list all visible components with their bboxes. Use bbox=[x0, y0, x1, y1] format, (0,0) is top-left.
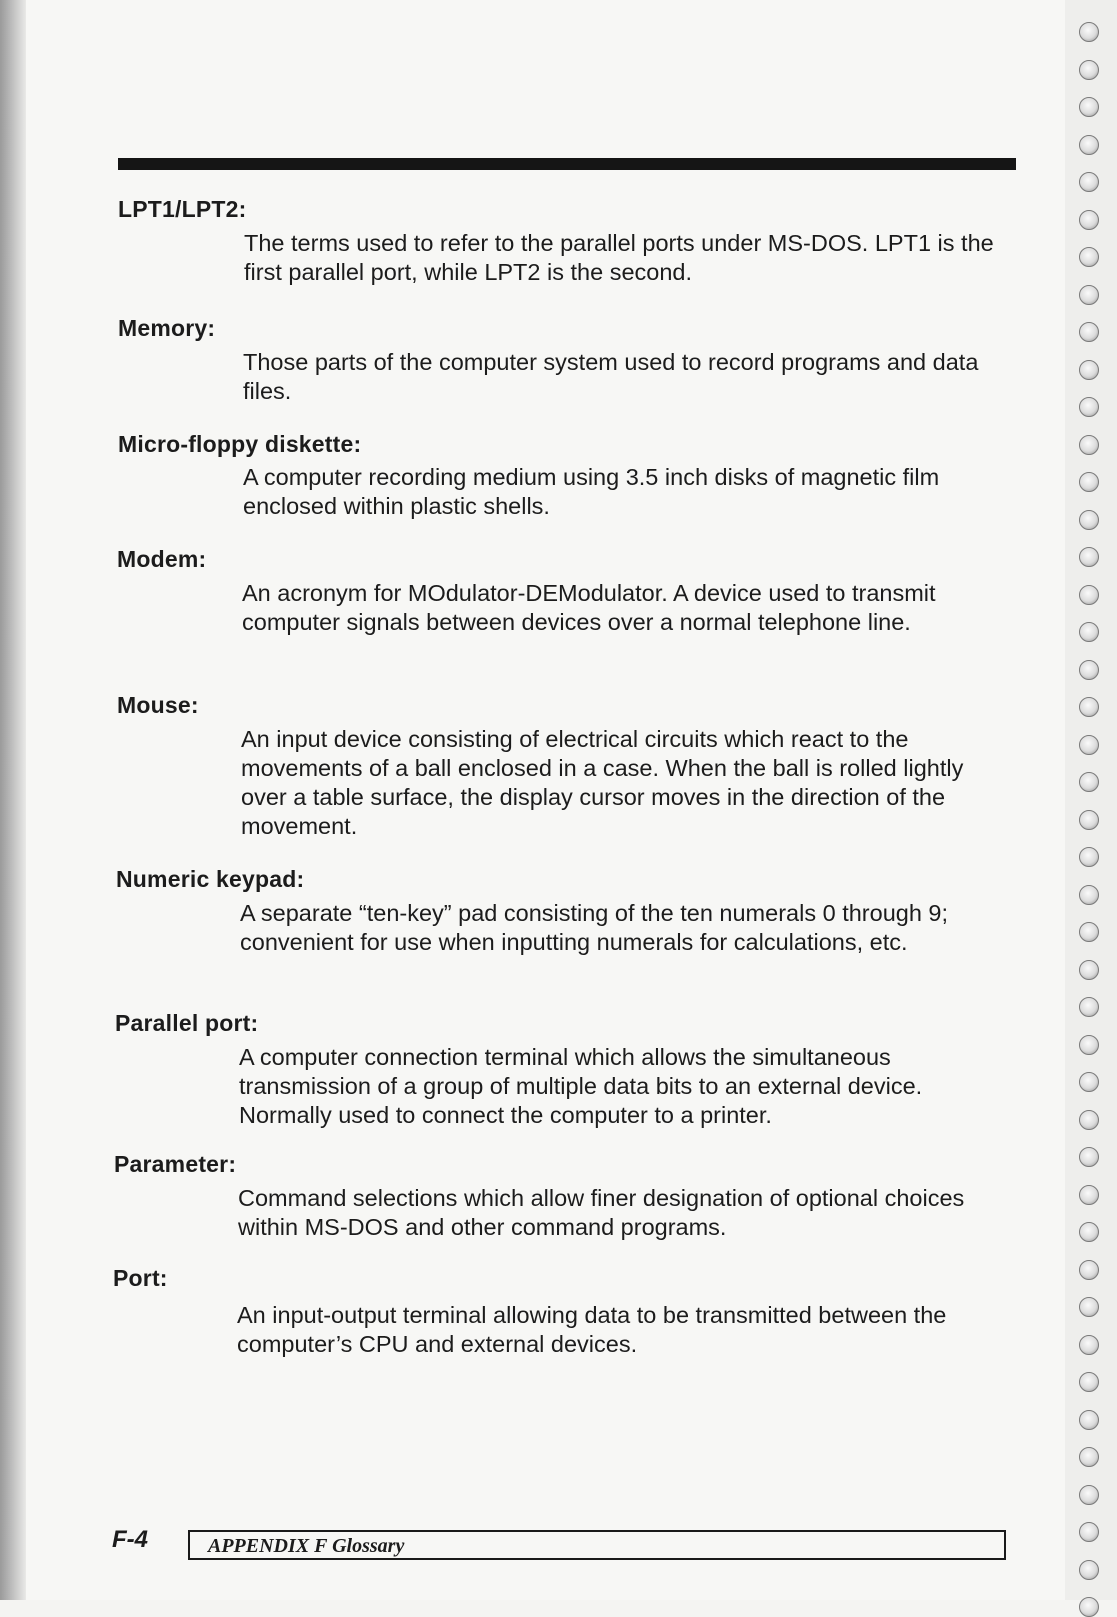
binding-ring bbox=[1079, 60, 1099, 80]
page-edge-shadow bbox=[0, 0, 26, 1600]
binding-ring bbox=[1079, 885, 1099, 905]
glossary-definition: An input-output terminal allowing data to be transmitted between the computer’s CPU and external devices. bbox=[237, 1302, 947, 1357]
glossary-term: Mouse: bbox=[117, 692, 199, 718]
binding-ring bbox=[1079, 1222, 1099, 1242]
binding-ring bbox=[1079, 510, 1099, 530]
binding-ring bbox=[1079, 922, 1099, 942]
binding-ring bbox=[1079, 172, 1099, 192]
binding-ring bbox=[1079, 247, 1099, 267]
binding-ring bbox=[1079, 1147, 1099, 1167]
binding-ring bbox=[1079, 547, 1099, 567]
binding-ring bbox=[1079, 660, 1099, 680]
binding-ring bbox=[1079, 397, 1099, 417]
binding-ring bbox=[1079, 1410, 1099, 1430]
binding-ring bbox=[1079, 1522, 1099, 1542]
binding-ring bbox=[1079, 360, 1099, 380]
glossary-definition: A computer connection terminal which allows the simultaneous transmission of a group of multiple data bits to an external device. Normally used to connect the computer to a printer. bbox=[239, 1044, 923, 1128]
glossary-definition: An acronym for MOdulator-DEModulator. A device used to transmit computer signals between devices over a normal telephone line. bbox=[242, 580, 936, 635]
binding-ring bbox=[1079, 135, 1099, 155]
binding-ring bbox=[1079, 285, 1099, 305]
glossary-definition: A computer recording medium using 3.5 inch disks of magnetic film enclosed within plastic shells. bbox=[243, 464, 940, 519]
header-rule bbox=[118, 158, 1016, 170]
binding-ring bbox=[1079, 97, 1099, 117]
binding-ring bbox=[1079, 1335, 1099, 1355]
glossary-definition: The terms used to refer to the parallel ports under MS-DOS. LPT1 is the first parallel port, while LPT2 is the second. bbox=[244, 230, 994, 285]
binding-ring bbox=[1079, 810, 1099, 830]
binding-ring bbox=[1079, 1597, 1099, 1617]
binding-ring bbox=[1079, 772, 1099, 792]
glossary-term: Modem: bbox=[117, 546, 207, 572]
binding-ring bbox=[1079, 847, 1099, 867]
binding-ring bbox=[1079, 472, 1099, 492]
glossary-term: LPT1/LPT2: bbox=[118, 196, 247, 222]
footer-section-label: APPENDIX F Glossary bbox=[208, 1535, 405, 1557]
glossary-term: Memory: bbox=[118, 315, 216, 341]
binding-ring bbox=[1079, 1297, 1099, 1317]
binding-ring bbox=[1079, 1372, 1099, 1392]
glossary-term: Parallel port: bbox=[115, 1010, 259, 1036]
binding-ring bbox=[1079, 435, 1099, 455]
footer-section-box bbox=[188, 1530, 1006, 1560]
binding-ring bbox=[1079, 22, 1099, 42]
binding-ring bbox=[1079, 1035, 1099, 1055]
glossary-definition: An input device consisting of electrical circuits which react to the movements of a ball enclosed in a case. When the ball is rolled lightly over a table surface, the display cursor moves in the direction of the movement. bbox=[241, 726, 964, 839]
glossary-term: Port: bbox=[113, 1265, 168, 1291]
glossary-term: Numeric keypad: bbox=[116, 866, 305, 892]
glossary-definition: Command selections which allow finer designation of optional choices within MS-DOS and other command programs. bbox=[238, 1185, 965, 1240]
binding-ring bbox=[1079, 210, 1099, 230]
binding-ring bbox=[1079, 997, 1099, 1017]
binding-ring bbox=[1079, 1560, 1099, 1580]
binding-ring bbox=[1079, 1110, 1099, 1130]
glossary-term: Parameter: bbox=[114, 1151, 237, 1177]
binding-ring bbox=[1079, 1185, 1099, 1205]
binding-ring bbox=[1079, 697, 1099, 717]
glossary-definition: A separate “ten-key” pad consisting of the ten numerals 0 through 9; convenient for use when inputting numerals for calculations, etc. bbox=[240, 900, 949, 955]
binding-ring bbox=[1079, 1447, 1099, 1467]
binding-ring bbox=[1079, 960, 1099, 980]
binding-ring bbox=[1079, 1072, 1099, 1092]
spiral-binding bbox=[1065, 0, 1117, 1600]
binding-ring bbox=[1079, 622, 1099, 642]
binding-ring bbox=[1079, 735, 1099, 755]
binding-ring bbox=[1079, 1485, 1099, 1505]
binding-ring bbox=[1079, 322, 1099, 342]
binding-ring bbox=[1079, 585, 1099, 605]
glossary-term: Micro-floppy diskette: bbox=[118, 431, 362, 457]
page-number: F-4 bbox=[112, 1526, 148, 1553]
glossary-definition: Those parts of the computer system used to record programs and data files. bbox=[243, 349, 979, 404]
binding-ring bbox=[1079, 1260, 1099, 1280]
